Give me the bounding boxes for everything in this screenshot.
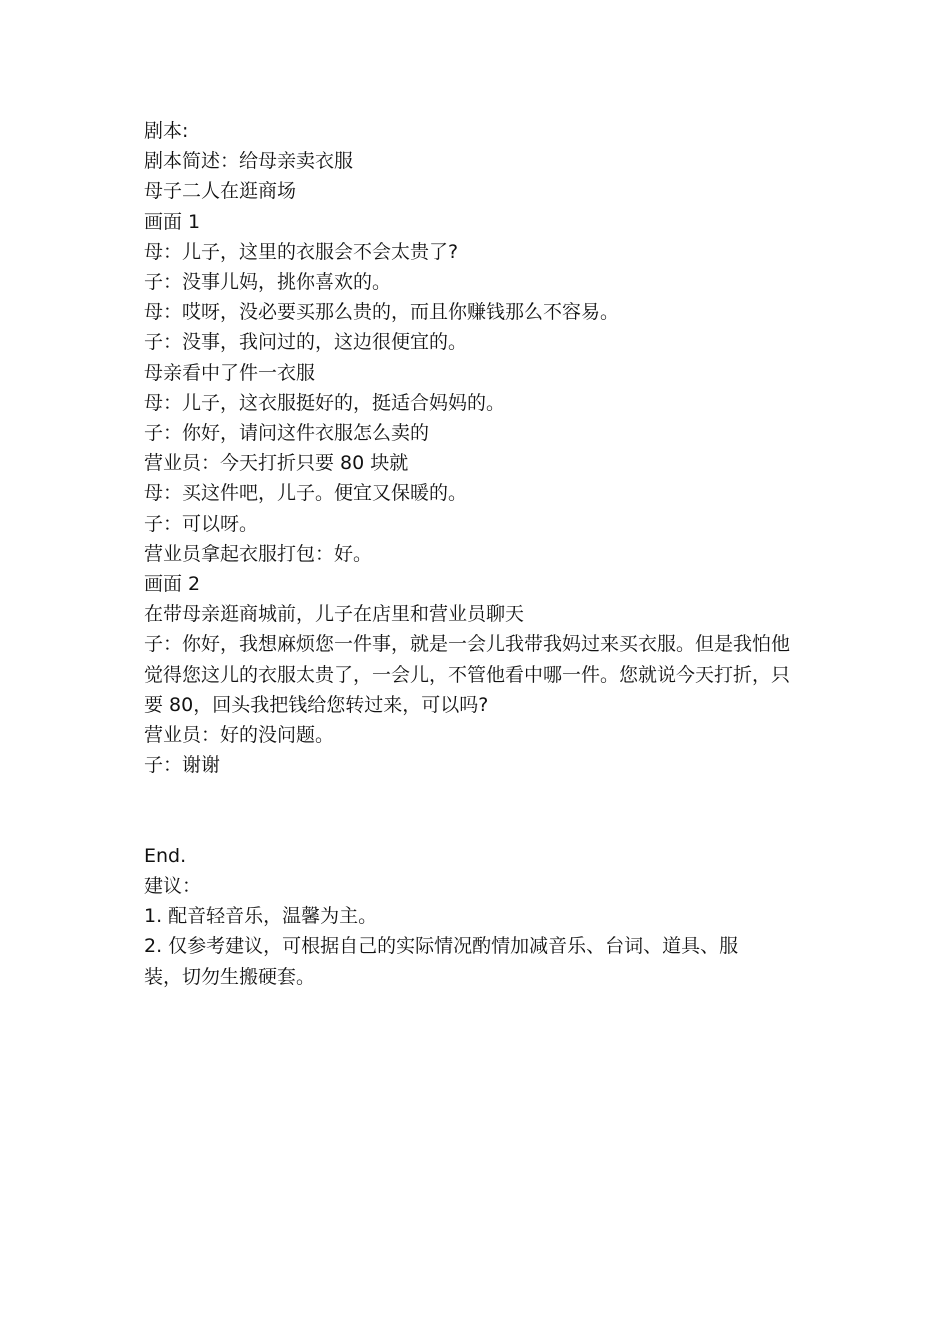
dialogue-line: 母：买这件吧，儿子。便宜又保暖的。 — [144, 482, 468, 505]
dialogue-line: 母：儿子，这里的衣服会不会太贵了? — [144, 240, 459, 263]
dialogue-line: 母：儿子，这衣服挺好的，挺适合妈妈的。 — [144, 391, 506, 414]
suggestion-heading: 建议： — [144, 875, 202, 898]
dialogue-line: 子：没事儿妈，挑你喜欢的。 — [144, 271, 392, 294]
blank-line — [144, 780, 804, 810]
suggestion-item: 2. 仅参考建议，可根据自己的实际情况酌情加减音乐、台词、道具、服装，切勿生搬硬套。 — [144, 935, 739, 988]
scene-2-heading: 画面 2 — [144, 573, 201, 596]
dialogue-line: 子：没事，我问过的，这边很便宜的。 — [144, 331, 468, 354]
dialogue-line: 子：你好，我想麻烦您一件事，就是一会儿我带我妈过来买衣服。但是我怕他觉得您这儿的衣服太贵了，一会儿，不管他看中哪一件。您就说今天打折，只要 80，回头我把钱给您转过来，可以吗? — [144, 633, 791, 716]
dialogue-line: 营业员拿起衣服打包：好。 — [144, 542, 373, 565]
dialogue-line: 营业员：好的没问题。 — [144, 724, 335, 747]
dialogue-line: 子：你好，请问这件衣服怎么卖的 — [144, 422, 430, 445]
scene-1-heading: 画面 1 — [144, 210, 201, 233]
dialogue-line: 营业员：今天打折只要 80 块就 — [144, 452, 409, 475]
stage-direction: 在带母亲逛商城前，儿子在店里和营业员聊天 — [144, 603, 525, 626]
script-summary: 剧本简述：给母亲卖衣服 — [144, 150, 354, 173]
end-marker: End. — [144, 844, 187, 867]
dialogue-line: 母：哎呀，没必要买那么贵的，而且你赚钱那么不容易。 — [144, 301, 620, 324]
dialogue-line: 子：谢谢 — [144, 754, 221, 777]
dialogue-line: 子：可以呀。 — [144, 512, 259, 535]
scene-description: 母子二人在逛商场 — [144, 180, 297, 203]
blank-line — [144, 811, 804, 841]
suggestion-item: 1. 配音轻音乐，温馨为主。 — [144, 905, 378, 928]
stage-direction: 母亲看中了件一衣服 — [144, 361, 316, 384]
script-text-body — [144, 116, 804, 992]
script-heading: 剧本: — [144, 120, 189, 142]
